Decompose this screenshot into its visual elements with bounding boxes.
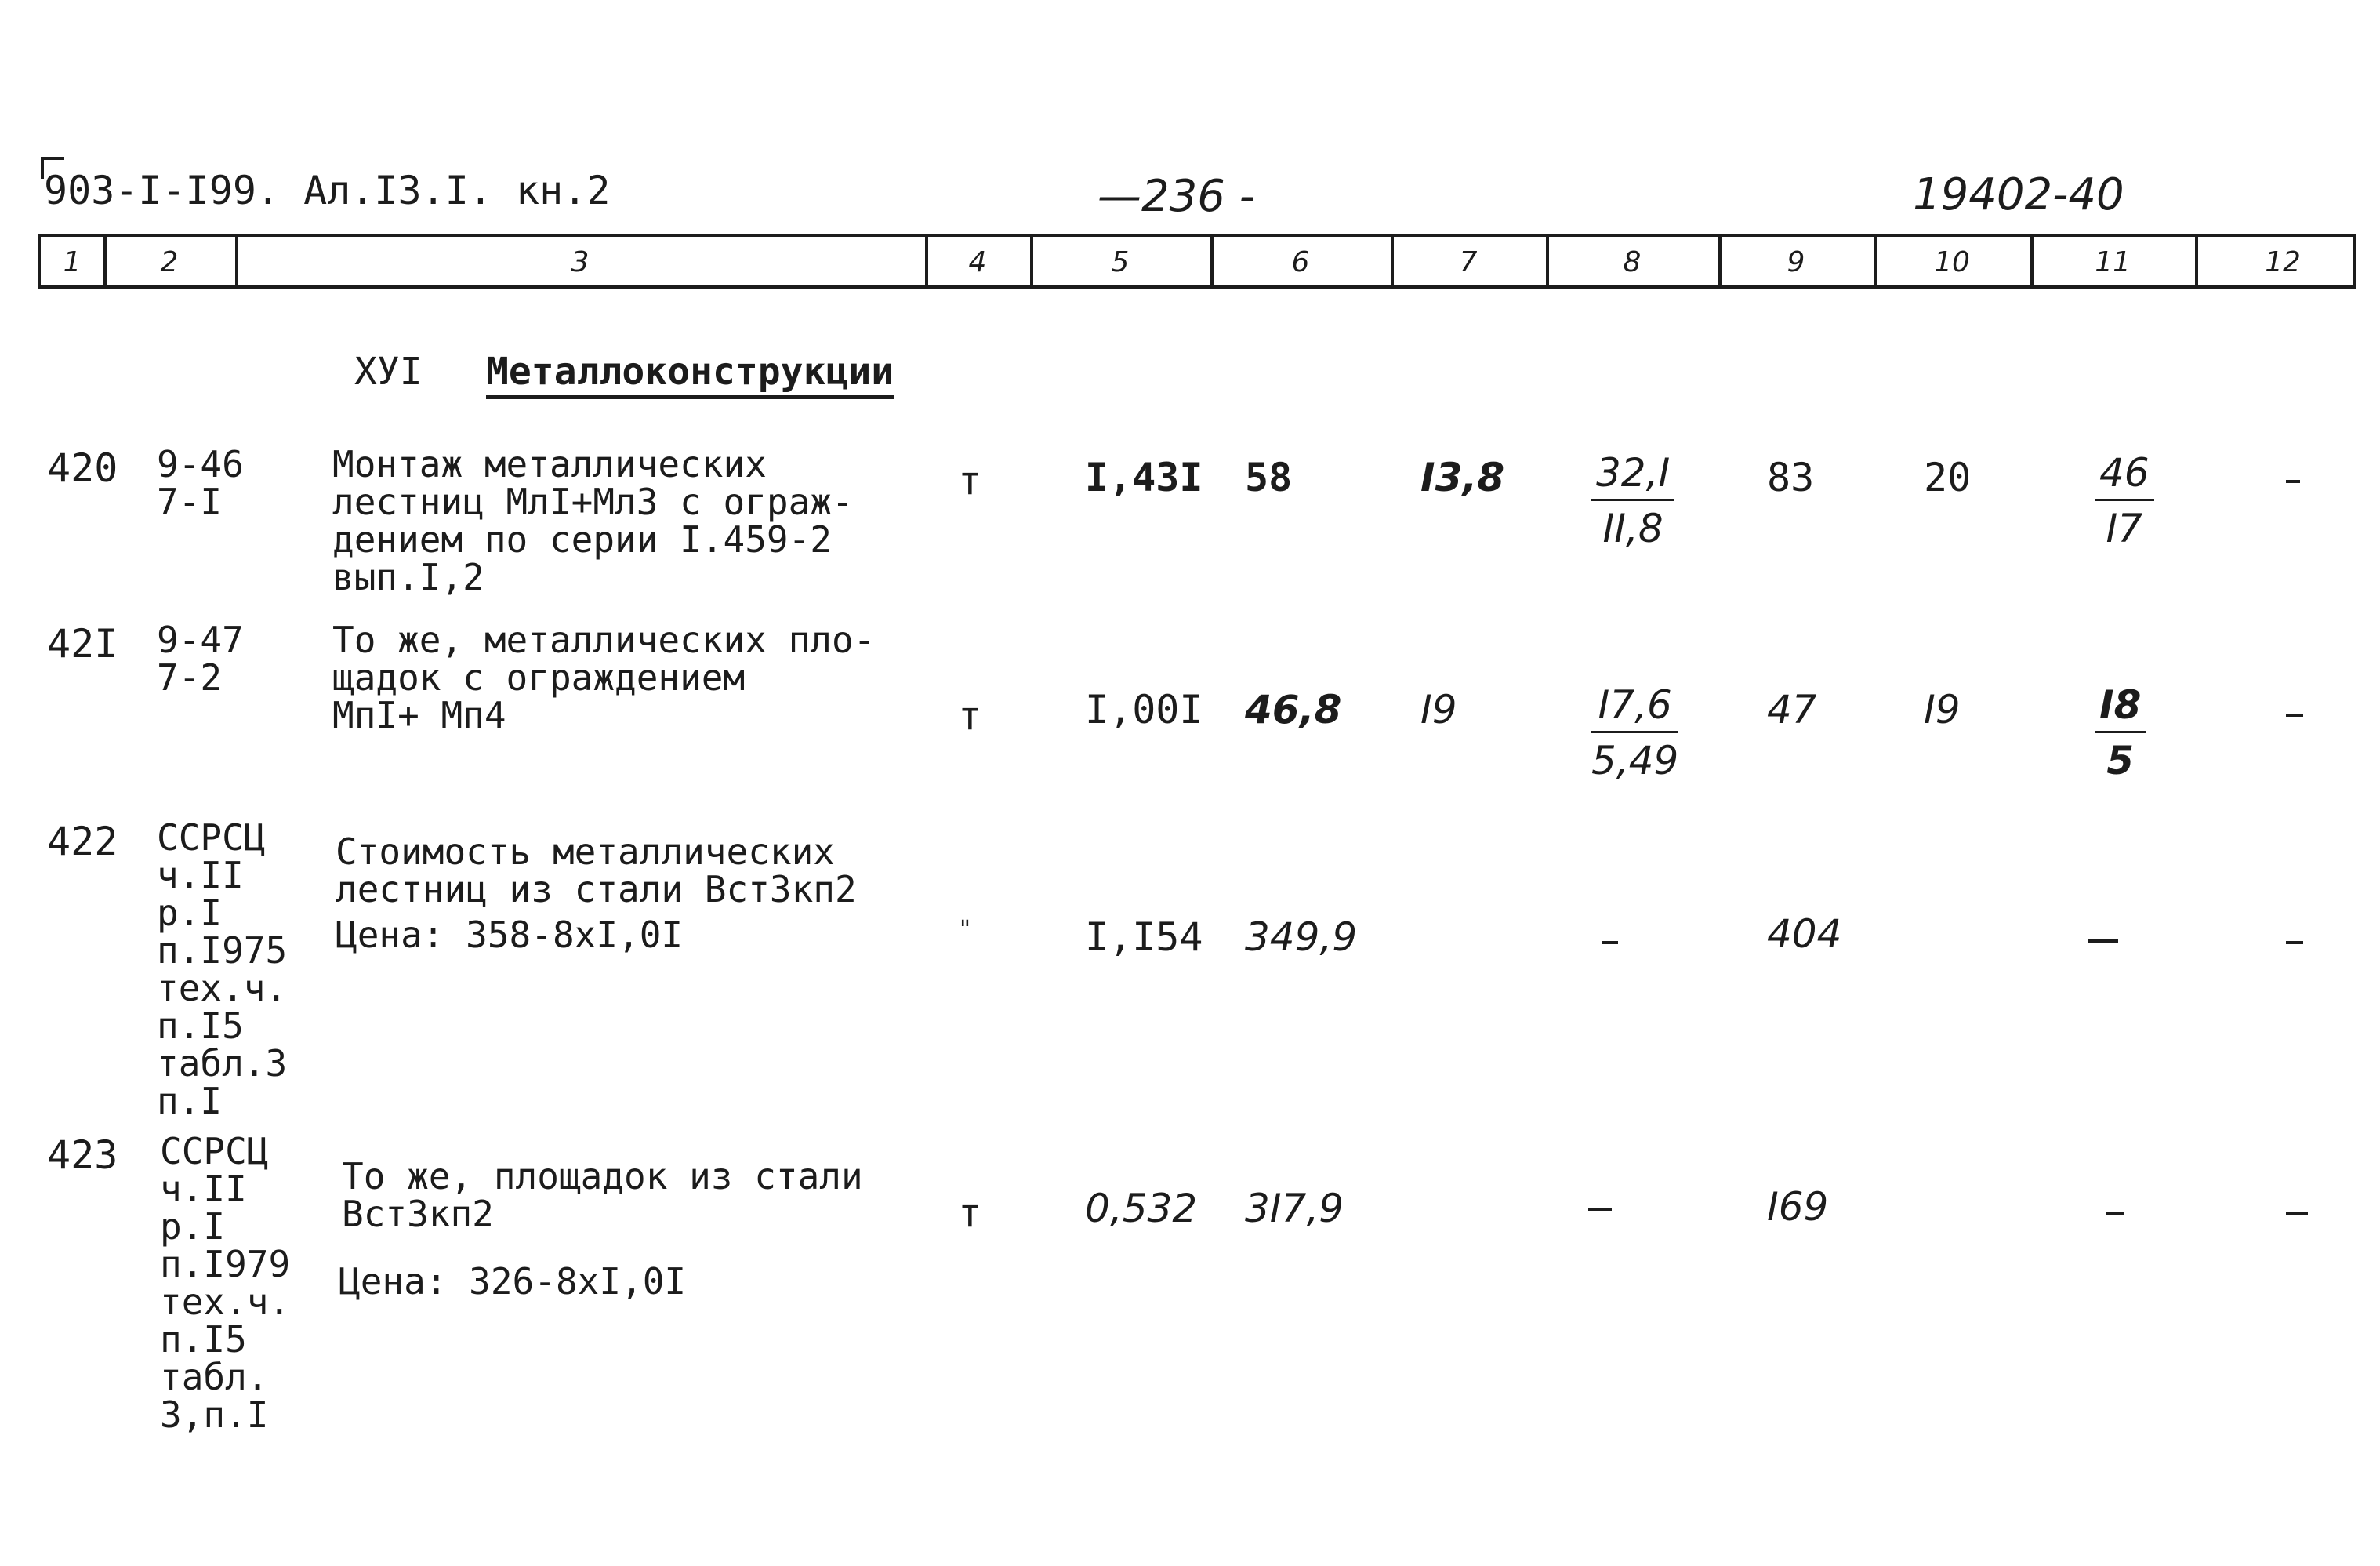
column-number: 6 bbox=[1291, 246, 1310, 278]
col10-value: 20 bbox=[1924, 455, 1972, 500]
col8-dash bbox=[1602, 941, 1618, 944]
row-code: ССРСЦ ч.II р.I п.I979 тех.ч. п.I5 табл. 3,п.I bbox=[160, 1130, 291, 1436]
row-number: 420 bbox=[47, 445, 118, 491]
row-code: 9-47 7-2 bbox=[157, 619, 244, 699]
column-number: 8 bbox=[1623, 246, 1642, 278]
row-code: ССРСЦ ч.II р.I п.I975 тех.ч. п.I5 табл.3 п.I bbox=[157, 816, 288, 1122]
page-number: —236 - bbox=[1097, 171, 1255, 222]
unit: " bbox=[958, 916, 973, 943]
col9-value: I69 bbox=[1767, 1184, 1829, 1230]
col8-fraction: $\frac{I7,6}{5,49}$ bbox=[1591, 682, 1679, 783]
column-number: 5 bbox=[1111, 246, 1130, 278]
row-code: 9-46 7-I bbox=[157, 443, 244, 523]
row-number: 422 bbox=[47, 819, 118, 864]
unit-price: 349,9 bbox=[1245, 914, 1358, 960]
section-number: ХУI bbox=[354, 350, 423, 394]
col9-value: 83 bbox=[1767, 455, 1815, 500]
column-number: 3 bbox=[571, 246, 590, 278]
col10-value: I9 bbox=[1924, 687, 1961, 732]
column-number: 7 bbox=[1459, 246, 1478, 278]
unit: т bbox=[958, 1190, 982, 1236]
col7-value: I3,8 bbox=[1420, 455, 1505, 500]
unit-price: 3I7,9 bbox=[1245, 1186, 1344, 1231]
col11-fraction: $\frac{46}{I7}$ bbox=[2095, 450, 2154, 551]
row-number: 42I bbox=[47, 621, 118, 667]
column-number: 4 bbox=[968, 246, 987, 278]
unit-price: 58 bbox=[1245, 455, 1293, 500]
col8-dash bbox=[1588, 1208, 1612, 1211]
col12-dash bbox=[2286, 1212, 2308, 1215]
col8-fraction: $\frac{32,I}{II,8}$ bbox=[1591, 450, 1674, 551]
col12-dash bbox=[2286, 941, 2303, 944]
col9-value: 404 bbox=[1767, 911, 1842, 957]
column-number: 11 bbox=[2095, 246, 2131, 278]
quantity: I,43I bbox=[1085, 455, 1203, 500]
row-description: Монтаж металлических лестниц МлI+Мл3 с ограж- дением по серии I.459-2 вып.I,2 bbox=[332, 443, 854, 598]
row-description: Стоимость металлических лестниц из стали ВстЗкп2 bbox=[336, 830, 857, 910]
quantity: I,I54 bbox=[1085, 914, 1203, 960]
col7-value: I9 bbox=[1420, 687, 1457, 732]
column-number: 12 bbox=[2265, 246, 2301, 278]
column-number: 1 bbox=[63, 246, 82, 278]
column-number: 2 bbox=[160, 246, 179, 278]
price-formula: Цена: 326-8хI,0I bbox=[339, 1260, 687, 1303]
row-description: То же, площадок из стали ВстЗкп2 bbox=[342, 1155, 863, 1235]
price-formula: Цена: 358-8хI,0I bbox=[336, 914, 684, 956]
column-number: 9 bbox=[1787, 246, 1805, 278]
col9-value: 47 bbox=[1767, 687, 1817, 732]
col12-dash bbox=[2286, 714, 2303, 717]
unit-price: 46,8 bbox=[1245, 687, 1342, 732]
quantity: I,00I bbox=[1085, 687, 1203, 732]
col12-dash bbox=[2286, 480, 2300, 483]
column-number: 10 bbox=[1934, 246, 1970, 278]
section-title: Металлоконструкции bbox=[486, 350, 894, 394]
quantity: 0,532 bbox=[1085, 1186, 1198, 1231]
col11-dash bbox=[2106, 1212, 2124, 1215]
col11-fraction: $\frac{I8}{5}$ bbox=[2095, 682, 2146, 783]
unit: т bbox=[958, 693, 982, 739]
row-number: 423 bbox=[47, 1132, 118, 1178]
column-number-bar bbox=[38, 234, 2356, 289]
unit: т bbox=[958, 458, 982, 503]
sheet-code: 19402-40 bbox=[1913, 169, 2124, 220]
col11-dash bbox=[2088, 939, 2118, 943]
row-description: То же, металлических пло- щадок с ограждением МпI+ Мп4 bbox=[332, 619, 876, 736]
doc-code: 903-I-I99. Ал.I3.I. кн.2 bbox=[44, 168, 611, 213]
